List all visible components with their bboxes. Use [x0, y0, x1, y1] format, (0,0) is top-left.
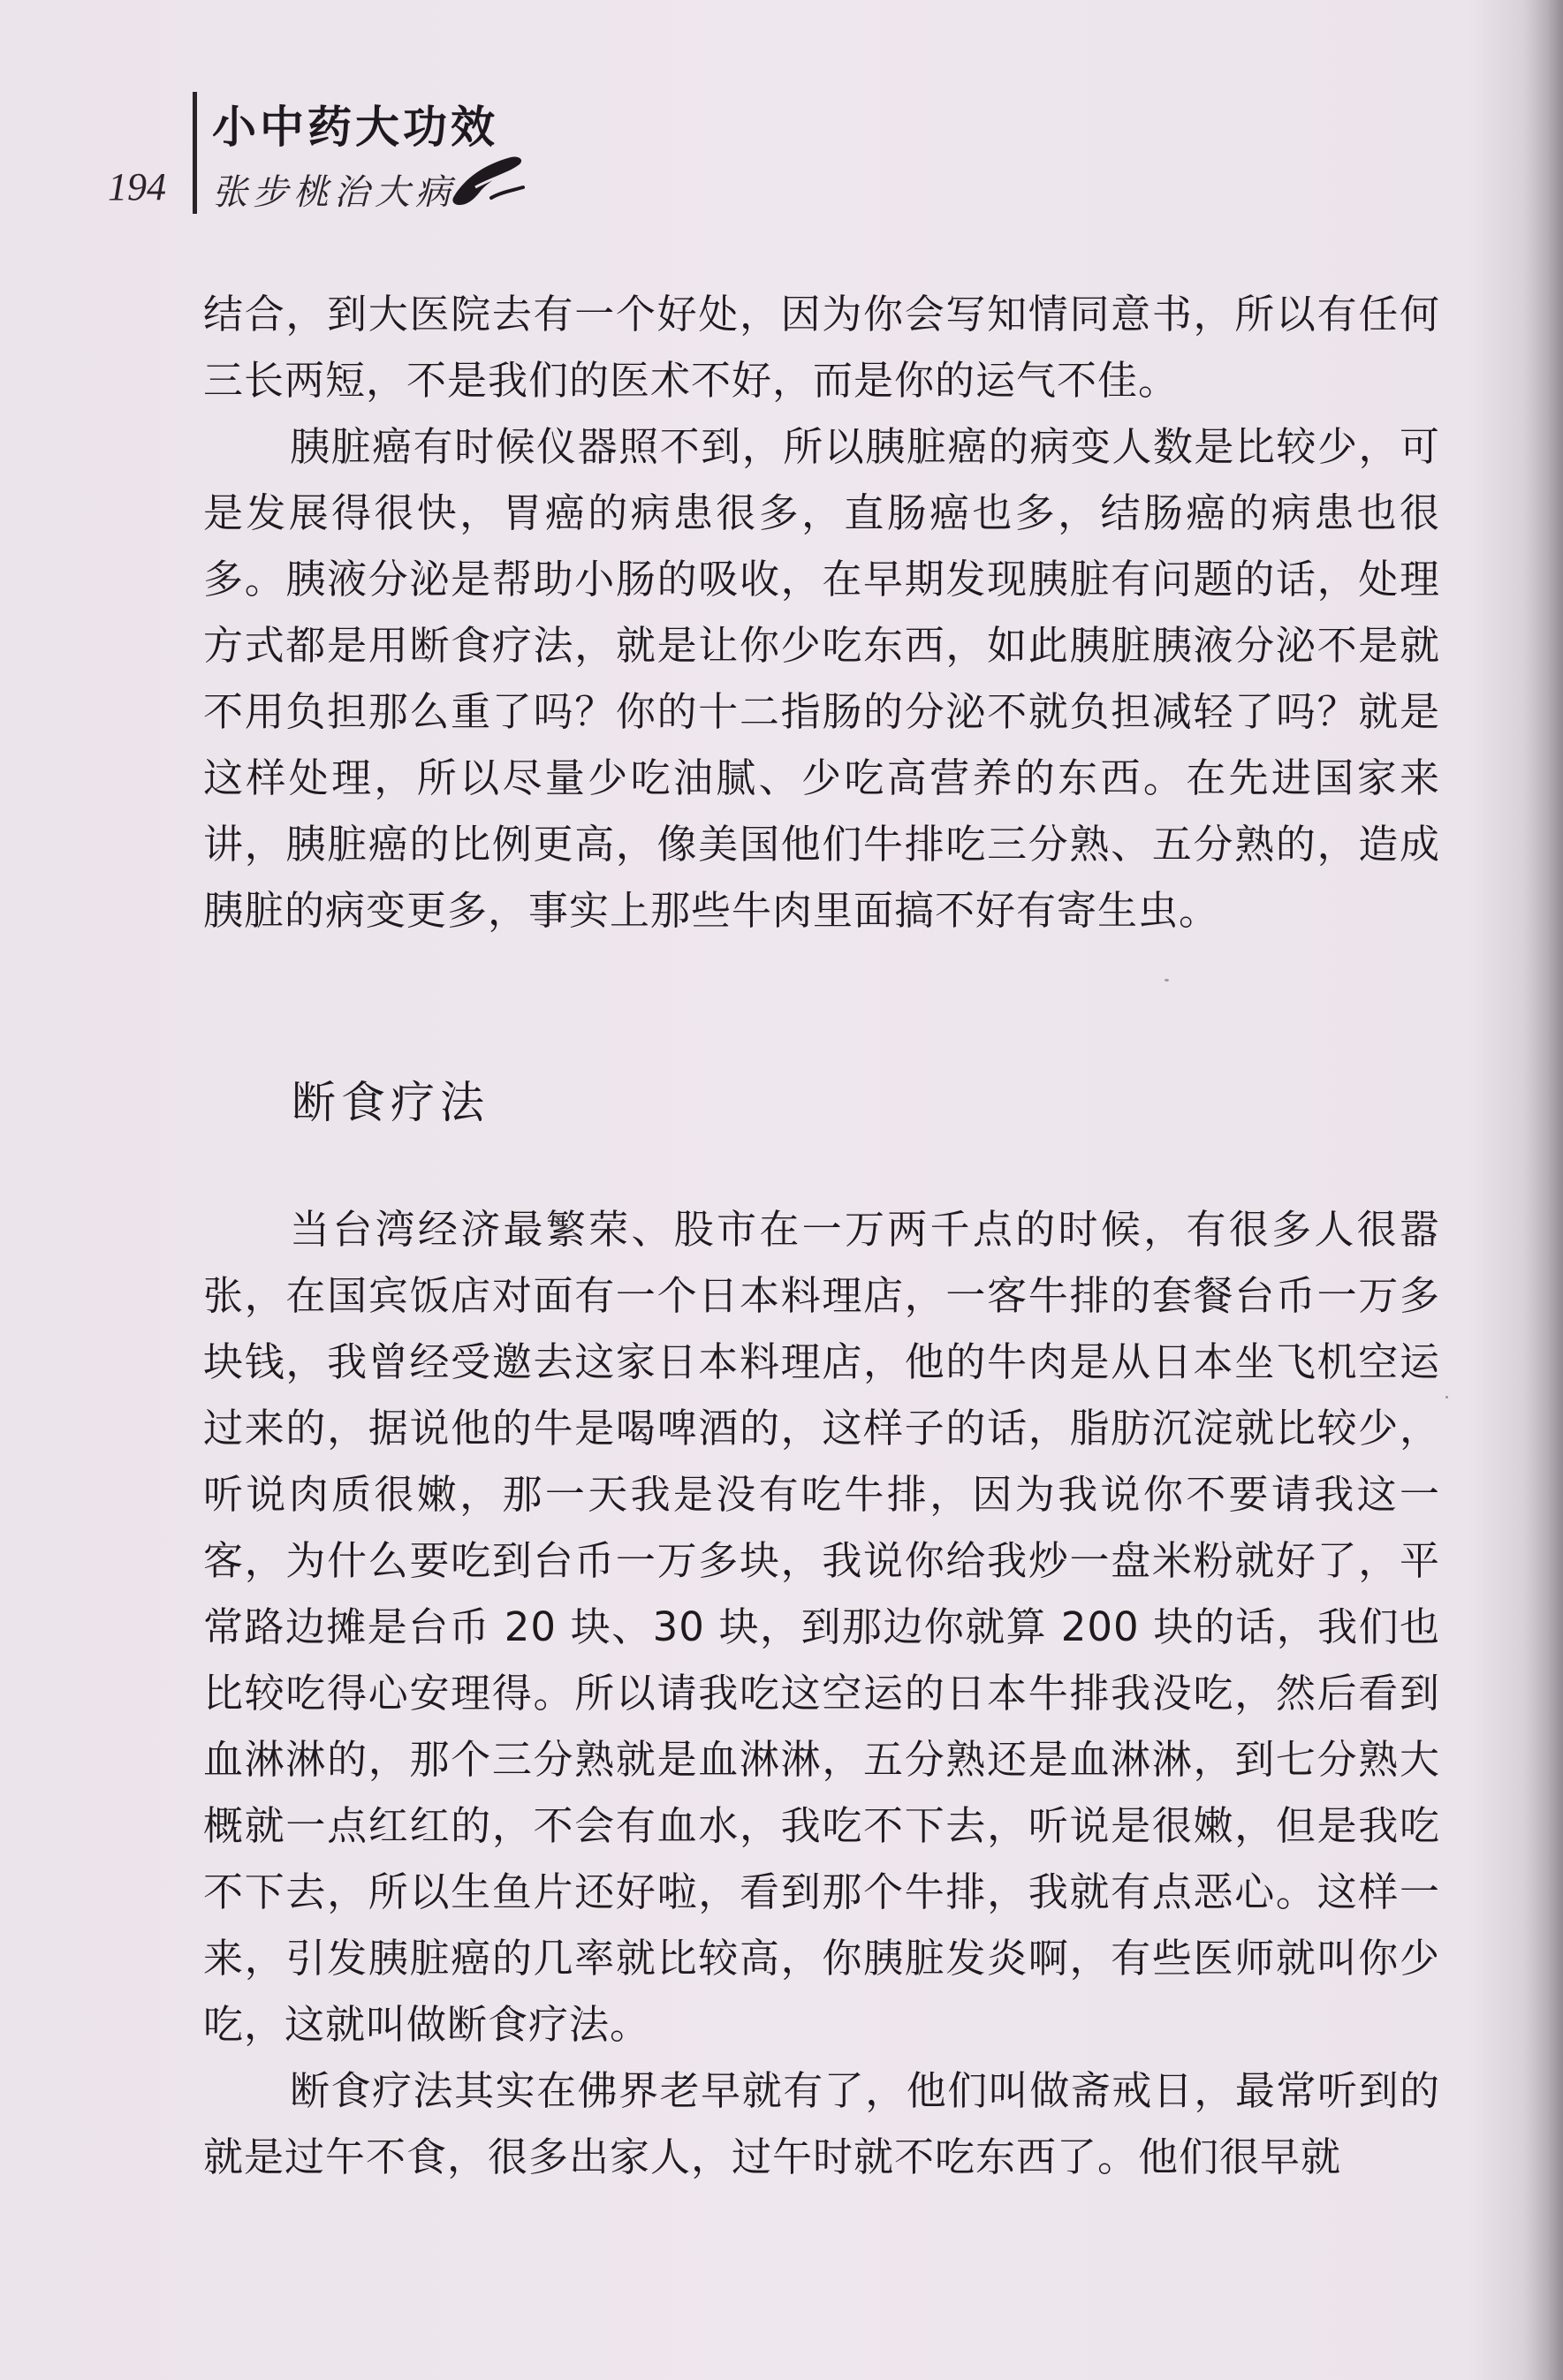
section-heading: 断食疗法 [292, 1077, 489, 1128]
page-binding-shadow [1522, 0, 1563, 2380]
book-subtitle: 张步桃治大病 [212, 172, 456, 213]
book-title: 小中药大功效 [212, 102, 498, 153]
scan-speck [1165, 979, 1169, 982]
page-number: 194 [108, 165, 166, 208]
scan-speck [1445, 1396, 1448, 1398]
paragraph-continued: 结合，到大医院去有一个好处，因为你会写知情同意书，所以有任何三长两短，不是我们的医术不好，而是你的运气不佳。 [203, 291, 1440, 404]
brush-calligraphy-icon [449, 152, 528, 210]
paragraph-beef-steak-story: 当台湾经济最繁荣、股市在一万两千点的时候，有很多人很嚣张，在国宾饭店对面有一个日本料理店，一客牛排的套餐台币一万多块钱，我曾经受邀去这家日本料理店，他的牛肉是从日本坐飞机空运过来的，据说他的牛是喝啤酒的，这样子的话，脂肪沉淀就比较少，听说肉质很嫩，那一天我是没有吃牛排，因为我说你不要请我这一客，为什么要吃到台币一万多块，我说你给我炒一盘米粉就好了，平常路边摊是台币 20 块、30 块，到那边你就算 200 块的话，我们也比较吃得心安理得。所以请我吃这空运的日本牛排我没吃，然后看到血淋淋的，那个三分熟就是血淋淋，五分熟还是血淋淋，到七分熟大概就一点红红的，不会有血水，我吃不下去，听说是很嫩，但是我吃不下去，所以生鱼片还好啦，看到那个牛排，我就有点恶心。这样一来，引发胰脏癌的几率就比较高，你胰脏发炎啊，有些医师就叫你少吃，这就叫做断食疗法。 [203, 1206, 1440, 2048]
paragraph-pancreatic-cancer: 胰脏癌有时候仪器照不到，所以胰脏癌的病变人数是比较少，可是发展得很快，胃癌的病患很多，直肠癌也多，结肠癌的病患也很多。胰液分泌是帮助小肠的吸收，在早期发现胰脏有问题的话，处理方式都是用断食疗法，就是让你少吃东西，如此胰脏胰液分泌不是就不用负担那么重了吗？你的十二指肠的分泌不就负担减轻了吗？就是这样处理，所以尽量少吃油腻、少吃高营养的东西。在先进国家来讲，胰脏癌的比例更高，像美国他们牛排吃三分熟、五分熟的，造成胰脏的病变更多，事实上那些牛肉里面搞不好有寄生虫。 [203, 423, 1440, 934]
paragraph-fasting-buddhism: 断食疗法其实在佛界老早就有了，他们叫做斋戒日，最常听到的就是过午不食，很多出家人，过午时就不吃东西了。他们很早就 [203, 2067, 1440, 2180]
header-divider [193, 92, 197, 214]
